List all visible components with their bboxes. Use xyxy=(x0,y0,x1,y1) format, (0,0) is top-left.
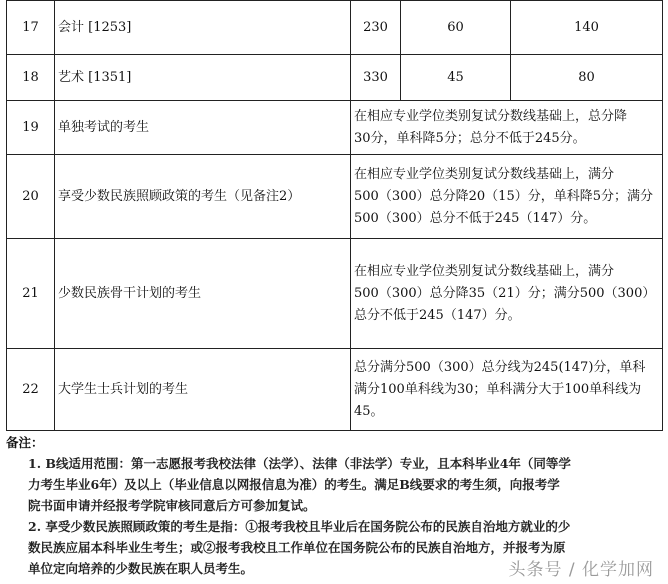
row-number: 17 xyxy=(7,1,55,55)
table-row xyxy=(7,55,663,101)
table-row xyxy=(7,155,663,239)
rule-line: 500（300）总分降35（21）分；满分500（300） xyxy=(354,285,656,301)
note-line: 2. 享受少数民族照顾政策的考生是指：①报考我校且毕业后在国务院公布的民族自治地方就业的少 xyxy=(28,519,571,534)
rule-line: 满分100单科线为30；单科满分大于100单科线为 xyxy=(354,381,642,397)
score-table xyxy=(6,0,663,431)
rule-line: 总分满分500（300）总分线为245(147)分，单科 xyxy=(354,359,646,375)
table-row xyxy=(7,1,663,55)
subject-cell: 享受少数民族照顾政策的考生（见备注2） xyxy=(55,155,351,239)
subject-cell: 艺术 [1351] xyxy=(55,55,351,101)
rule-line: 在相应专业学位类别复试分数线基础上，满分 xyxy=(354,166,615,182)
single-over-100-cell: 140 xyxy=(511,1,663,55)
rule-line: 30分，单科降5分；总分不低于245分。 xyxy=(354,130,586,146)
single-100-cell: 45 xyxy=(401,55,511,101)
table-row xyxy=(7,239,663,349)
rule-line: 45。 xyxy=(354,403,384,419)
row-number: 18 xyxy=(7,55,55,101)
single-100-cell: 60 xyxy=(401,1,511,55)
rule-cell xyxy=(351,349,663,431)
row-number: 19 xyxy=(7,101,55,155)
subject-cell: 少数民族骨干计划的考生 xyxy=(55,239,351,349)
subject-cell: 会计 [1253] xyxy=(55,1,351,55)
rule-line: 在相应专业学位类别复试分数线基础上，总分降 xyxy=(354,108,628,124)
row-number: 20 xyxy=(7,155,55,239)
subject-cell: 单独考试的考生 xyxy=(55,101,351,155)
subject-cell: 大学生士兵计划的考生 xyxy=(55,349,351,431)
table-row xyxy=(7,349,663,431)
total-score-cell: 330 xyxy=(351,55,401,101)
row-number: 22 xyxy=(7,349,55,431)
rule-line: 总分不低于245（147）分。 xyxy=(354,307,521,323)
table-row xyxy=(7,101,663,155)
rule-line: 500（300）总分降20（15）分，单科降5分；满分 xyxy=(354,188,653,204)
rule-line: 500（300）总分不低于245（147）分。 xyxy=(354,210,597,226)
rule-cell xyxy=(351,239,663,349)
rule-line: 在相应专业学位类别复试分数线基础上，满分 xyxy=(354,263,615,279)
note-item xyxy=(28,453,664,516)
single-over-100-cell: 80 xyxy=(511,55,663,101)
note-line: 1. B线适用范围：第一志愿报考我校法律（法学）、法律（非法学）专业，且本科毕业4年（同等学 xyxy=(28,456,571,471)
watermark: 头条号 / 化学加网 xyxy=(508,560,654,580)
note-line: 数民族应届本科毕业生考生；或②报考我校且工作单位在国务院公布的民族自治地方，并报考为原 xyxy=(28,540,566,555)
row-number: 21 xyxy=(7,239,55,349)
rule-cell xyxy=(351,101,663,155)
rule-cell xyxy=(351,155,663,239)
notes-heading: 备注： xyxy=(6,435,44,450)
note-line: 院书面申请并经报考学院审核同意后方可参加复试。 xyxy=(28,498,316,513)
note-line: 力考生毕业6年）及以上（毕业信息以网报信息为准）的考生。满足B线要求的考生须，向报考学 xyxy=(28,477,560,492)
total-score-cell: 230 xyxy=(351,1,401,55)
note-line: 单位定向培养的少数民族在职人员考生。 xyxy=(28,561,254,576)
